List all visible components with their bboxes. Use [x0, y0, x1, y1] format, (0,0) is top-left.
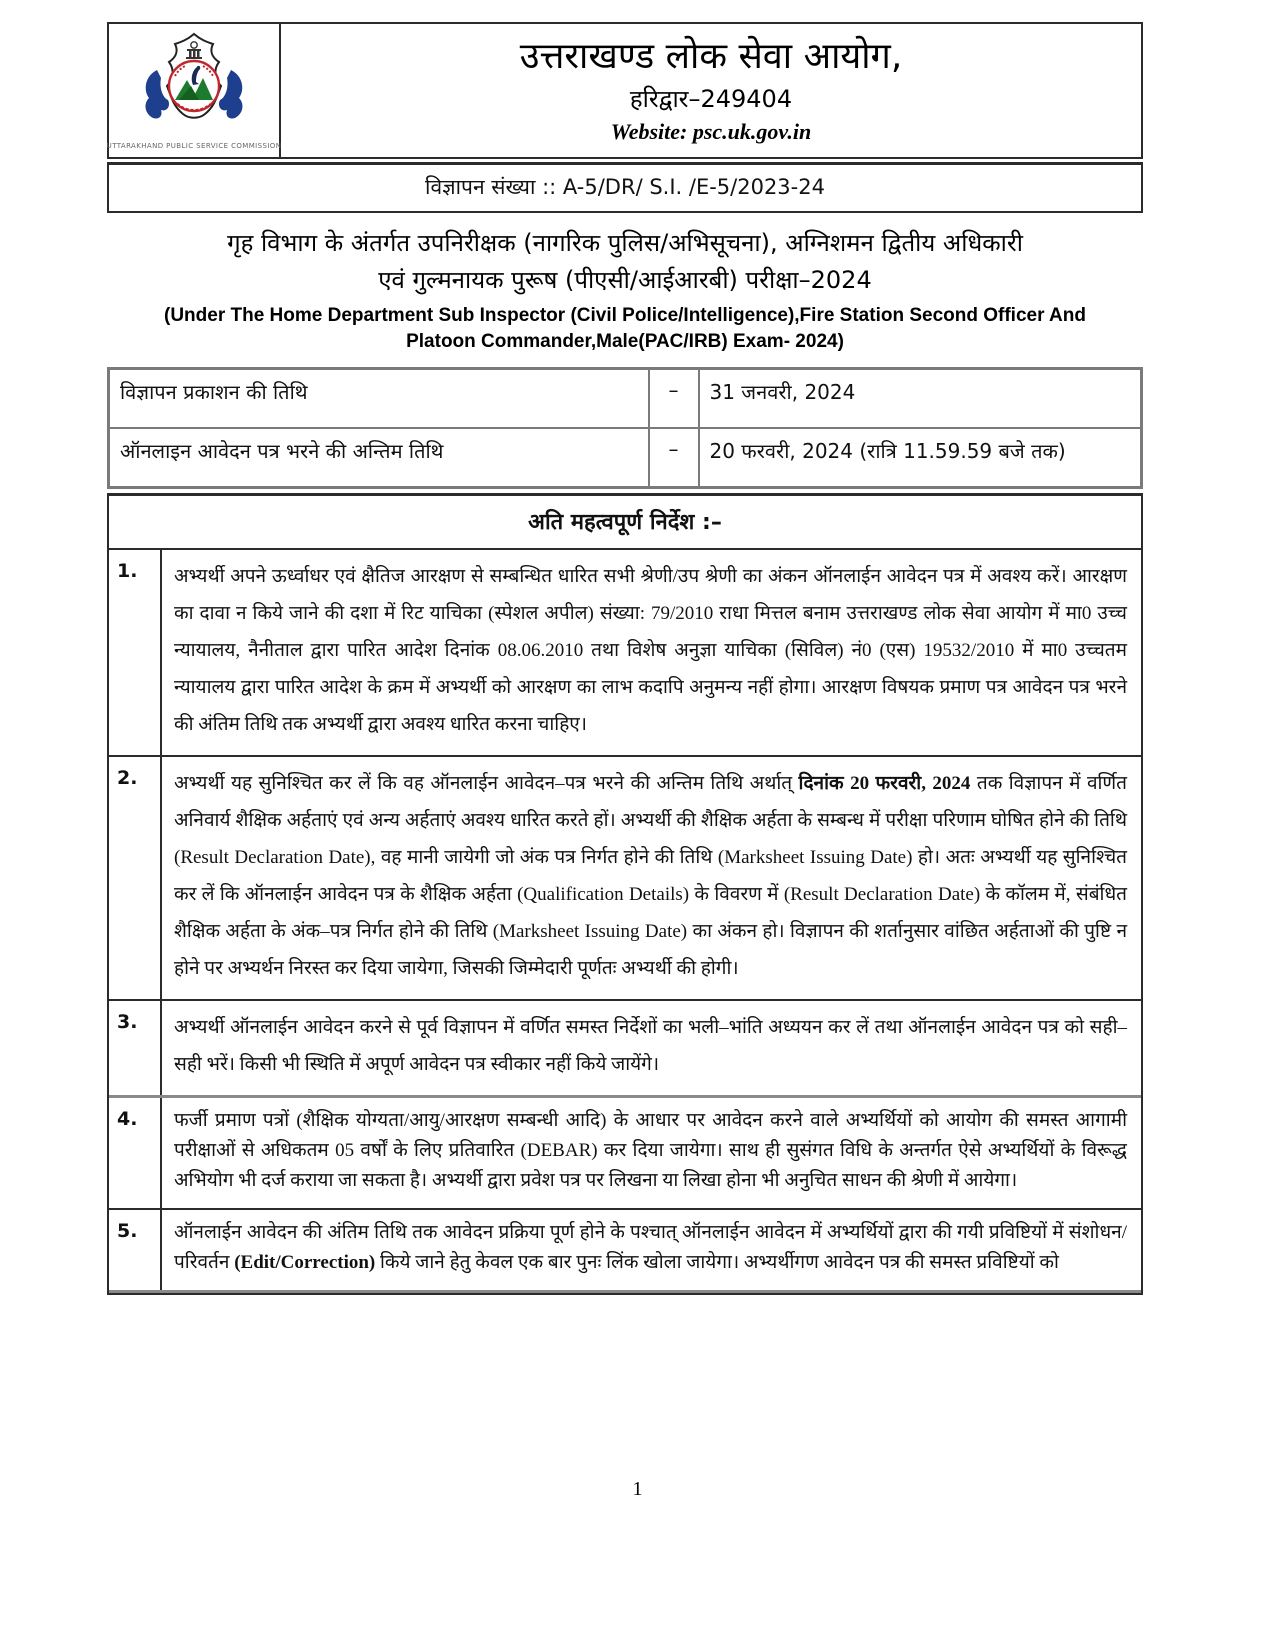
instruction-text: अभ्यर्थी अपने ऊर्ध्वाधर एवं क्षैतिज आरक्षण से सम्बन्धित धारित सभी श्रेणी/उप श्रेणी का अंकन ऑनलाईन आवेदन पत्र में अवश्य करें। आरक्षण का दावा न किये जाने की दशा में रिट याचिका (स्पेशल अपील) संख्या: 79/2010 राधा मित्तल बनाम उत्तराखण्ड लोक सेवा आयोग में मा0 उच्च न्यायालय, नैनीताल द्वारा पारित आदेश दिनांक 08.06.2010 तथा विशेष अनुज्ञा याचिका (सिविल) नं0 (एस) 19532/2010 में मा0 उच्चतम न्यायालय द्वारा पारित आदेश के क्रम में अभ्यर्थी को आरक्षण का लाभ कदापि अनुमन्य नहीं होगा। आरक्षण विषयक प्रमाण पत्र आवेदन पत्र भरने की अंतिम तिथि तक अभ्यर्थी द्वारा अवश्य धारित करना चाहिए।	[174, 565, 1127, 735]
instruction-number: 5.	[109, 1210, 162, 1290]
city-pin: हरिद्वार–249404	[629, 84, 793, 113]
org-name: उत्तराखण्ड लोक सेवा आयोग,	[519, 36, 903, 78]
instruction-number: 4.	[109, 1098, 162, 1208]
advertisement-number: विज्ञापन संख्या :: A-5/DR/ S.I. /E-5/2023-24	[107, 162, 1143, 213]
header-title-cell	[281, 24, 1141, 157]
instruction-number: 1.	[109, 550, 162, 755]
last-date-label: ऑनलाइन आवेदन पत्र भरने की अन्तिम तिथि	[109, 428, 649, 488]
dash-separator: –	[649, 428, 699, 488]
publication-date-label: विज्ञापन प्रकाशन की तिथि	[109, 368, 649, 428]
instruction-text: अभ्यर्थी यह सुनिश्चित कर लें कि वह ऑनलाईन आवेदन–पत्र भरने की अन्तिम तिथि अर्थात् दिनांक 20 फरवरी, 2024 तक विज्ञापन में वर्णित अनिवार्य शैक्षिक अर्हताएं एवं अन्य अर्हताएं अवश्य धारित करते हों। अभ्यर्थी की शैक्षिक अर्हता के सम्बन्ध में परीक्षा परिणाम घोषित होने की तिथि (Result Declaration Date), वह मानी जायेगी जो अंक पत्र निर्गत होने की तिथि (Marksheet Issuing Date) हो। अतः अभ्यर्थी यह सुनिश्चित कर लें कि ऑनलाईन आवेदन पत्र के शैक्षिक अर्हता (Qualification Details) के विवरण में (Result Declaration Date) के कॉलम में, संबंधित शैक्षिक अर्हता के अंक–पत्र निर्गत होने की तिथि (Marksheet Issuing Date) का अंकन हो। विज्ञापन की शर्तानुसार वांछित अर्हताओं की पुष्टि न होने पर अभ्यर्थन निरस्त कर दिया जायेगा, जिसकी जिम्मेदारी पूर्णतः अभ्यर्थी की होगी।	[174, 772, 1128, 979]
instruction-text: फर्जी प्रमाण पत्रों (शैक्षिक योग्यता/आयु/आरक्षण सम्बन्धी आदि) के आधार पर आवेदन करने वाले अभ्यर्थियों को आयोग की समस्त आगामी परीक्षाओं से अधिकतम 05 वर्षों के लिए प्रतिवारित (DEBAR) कर दिया जायेगा। साथ ही सुसंगत विधि के अन्तर्गत ऐसे अभ्यर्थियों के विरूद्ध अभियोग भी दर्ज कराया जा सकता है। अभ्यर्थी द्वारा प्रवेश पत्र पर लिखना या लिखा होना भी अनुचित साधन की श्रेणी में आयेगा।	[174, 1109, 1127, 1191]
dash-separator: –	[649, 368, 699, 428]
table-row	[109, 368, 1142, 428]
website-line: Website: psc.uk.gov.in	[610, 118, 812, 144]
instruction-row-2	[109, 757, 1141, 1001]
publication-date-value: 31 जनवरी, 2024	[699, 368, 1142, 428]
dates-table	[107, 367, 1143, 489]
instructions-table	[107, 493, 1143, 1295]
instruction-row-5	[109, 1210, 1141, 1293]
title-hindi-line2: एवं गुल्मनायक पुरूष (पीएसी/आईआरबी) परीक्षा–2024	[378, 266, 872, 295]
instruction-text: अभ्यर्थी ऑनलाईन आवेदन करने से पूर्व विज्ञापन में वर्णित समस्त निर्देशों का भली–भांति अध्ययन कर लें तथा ऑनलाईन आवेदन पत्र को सही–सही भरें। किसी भी स्थिति में अपूर्ण आवेदन पत्र स्वीकार नहीं किये जायेंगे।	[174, 1016, 1127, 1075]
instruction-number: 3.	[109, 1001, 162, 1095]
instruction-text: ऑनलाईन आवेदन की अंतिम तिथि तक आवेदन प्रक्रिया पूर्ण होने के पश्चात् ऑनलाईन आवेदन में अभ्यर्थियों द्वारा की गयी प्रविष्टियों में संशोधन/परिवर्तन (Edit/Correction) किये जाने हेतु केवल एक बार पुनः लिंक खोला जायेगा। अभ्यर्थीगण आवेदन पत्र की समस्त प्रविष्टियों को	[174, 1221, 1127, 1273]
document-content	[107, 22, 1143, 1295]
header-box	[107, 22, 1143, 159]
table-row	[109, 428, 1142, 488]
title-hindi-line1: गृह विभाग के अंतर्गत उपनिरीक्षक (नागरिक पुलिस/अभिसूचना), अग्निशमन द्वितीय अधिकारी	[227, 229, 1023, 257]
upsc-uttarakhand-emblem-icon	[135, 32, 253, 140]
page-number: 1	[632, 1478, 643, 1500]
instruction-row-1	[109, 550, 1141, 757]
title-english: (Under The Home Department Sub Inspector (Civil Police/Intelligence),Fire Station Second Officer And Platoon Commander,Male(PAC/IRB) Exam- 2024)	[164, 305, 1086, 353]
instruction-row-3	[109, 1001, 1141, 1098]
instruction-number: 2.	[109, 757, 162, 999]
main-title	[107, 213, 1143, 361]
last-date-value: 20 फरवरी, 2024 (रात्रि 11.59.59 बजे तक)	[699, 428, 1142, 488]
logo-cell	[106, 24, 282, 157]
logo-caption: UTTARAKHAND PUBLIC SERVICE COMMISSION	[106, 141, 282, 150]
instruction-row-4	[109, 1098, 1141, 1210]
instructions-heading: अति महत्वपूर्ण निर्देश :–	[109, 496, 1141, 550]
